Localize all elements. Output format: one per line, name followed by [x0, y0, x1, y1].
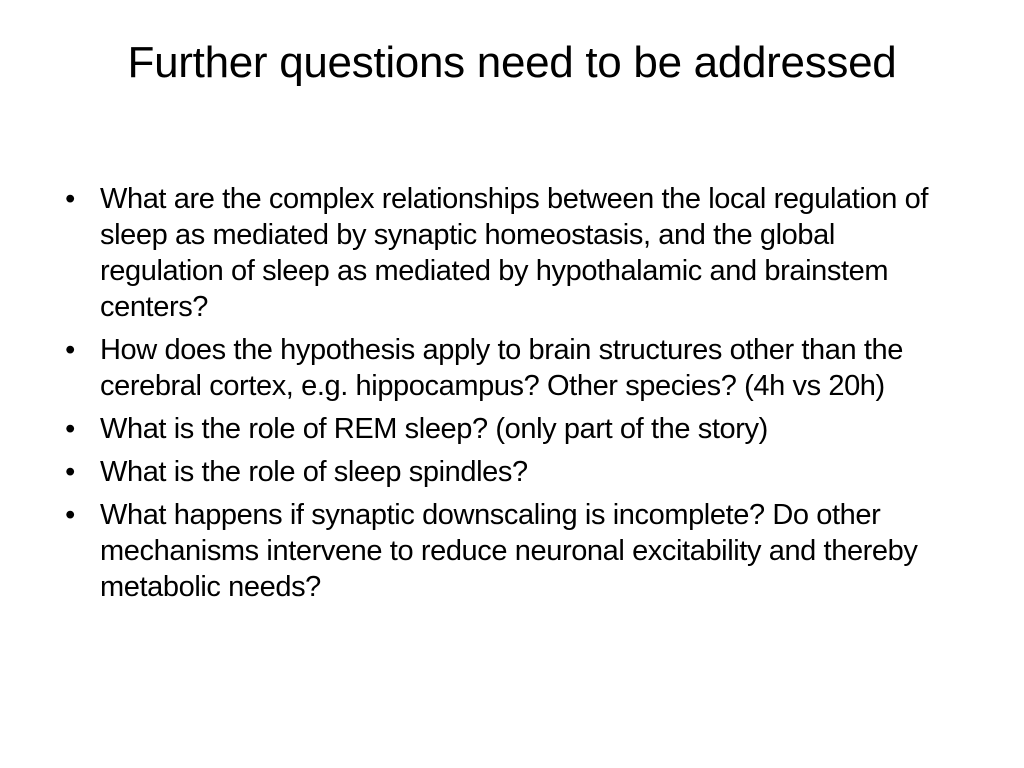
bullet-item: [58, 332, 958, 404]
bullet-icon: •: [65, 413, 75, 445]
bullet-text: How does the hypothesis apply to brain structures other than the cerebral cortex, e.g. hippocampus? Other species? (4h vs 20h): [100, 334, 903, 402]
bullet-text: What is the role of sleep spindles?: [100, 456, 528, 488]
bullet-icon: •: [65, 183, 75, 215]
bullet-item: [58, 497, 958, 605]
slide-title: Further questions need to be addressed: [127, 38, 897, 87]
bullet-item: [58, 411, 958, 447]
bullet-text: What are the complex relationships between the local regulation of sleep as mediated by synaptic homeostasis, and the global regulation of sleep as mediated by hypothalamic and brainstem centers?: [100, 183, 928, 323]
bullet-icon: •: [65, 334, 75, 366]
bullet-item: [58, 181, 958, 325]
bullet-icon: •: [65, 499, 75, 531]
bullet-item: [58, 454, 958, 490]
bullet-icon: •: [65, 456, 75, 488]
bullet-text: What is the role of REM sleep? (only part of the story): [100, 413, 768, 445]
bullet-list: [58, 181, 958, 612]
bullet-text: What happens if synaptic downscaling is incomplete? Do other mechanisms intervene to reduce neuronal excitability and thereby metabolic needs?: [100, 499, 918, 603]
